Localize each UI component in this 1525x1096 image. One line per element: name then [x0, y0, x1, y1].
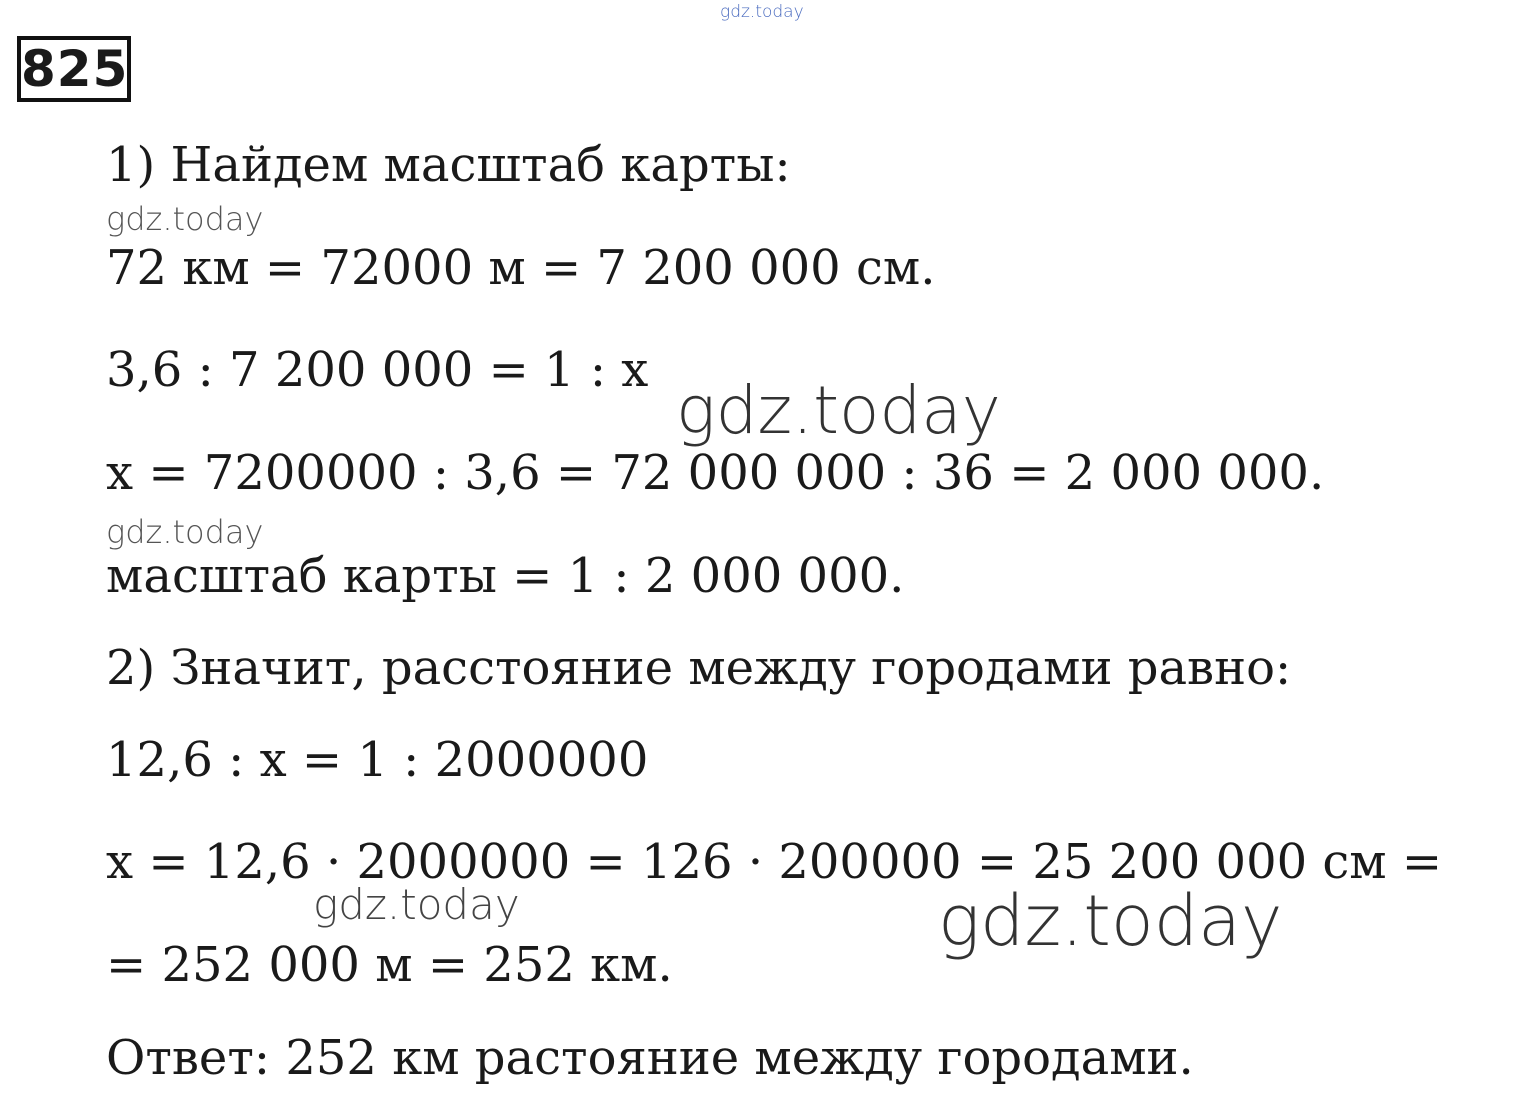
problem-number: 825	[17, 36, 131, 102]
solution-line-2: 72 км = 72000 м = 7 200 000 см.	[106, 240, 936, 296]
watermark-large-2: gdz.today	[938, 880, 1283, 962]
answer-line: Ответ: 252 км растояние между городами.	[106, 1030, 1194, 1086]
solution-line-3: 3,6 : 7 200 000 = 1 : x	[106, 342, 649, 398]
watermark-top: gdz.today	[720, 2, 804, 22]
solution-line-9: = 252 000 м = 252 км.	[106, 937, 673, 993]
solution-line-8: x = 12,6 · 2000000 = 126 · 200000 = 25 200 000 см =	[106, 834, 1443, 890]
solution-line-5: масштаб карты = 1 : 2 000 000.	[106, 548, 905, 604]
watermark-small-2: gdz.today	[106, 513, 264, 551]
watermark-medium: gdz.today	[313, 880, 520, 929]
solution-line-7: 12,6 : x = 1 : 2000000	[106, 732, 649, 788]
solution-line-4: x = 7200000 : 3,6 = 72 000 000 : 36 = 2 000 000.	[106, 445, 1325, 501]
solution-line-1: 1) Найдем масштаб карты:	[106, 137, 791, 193]
solution-line-6: 2) Значит, расстояние между городами равно:	[106, 640, 1292, 696]
watermark-large-1: gdz.today	[676, 372, 1001, 449]
watermark-small-1: gdz.today	[106, 200, 264, 238]
